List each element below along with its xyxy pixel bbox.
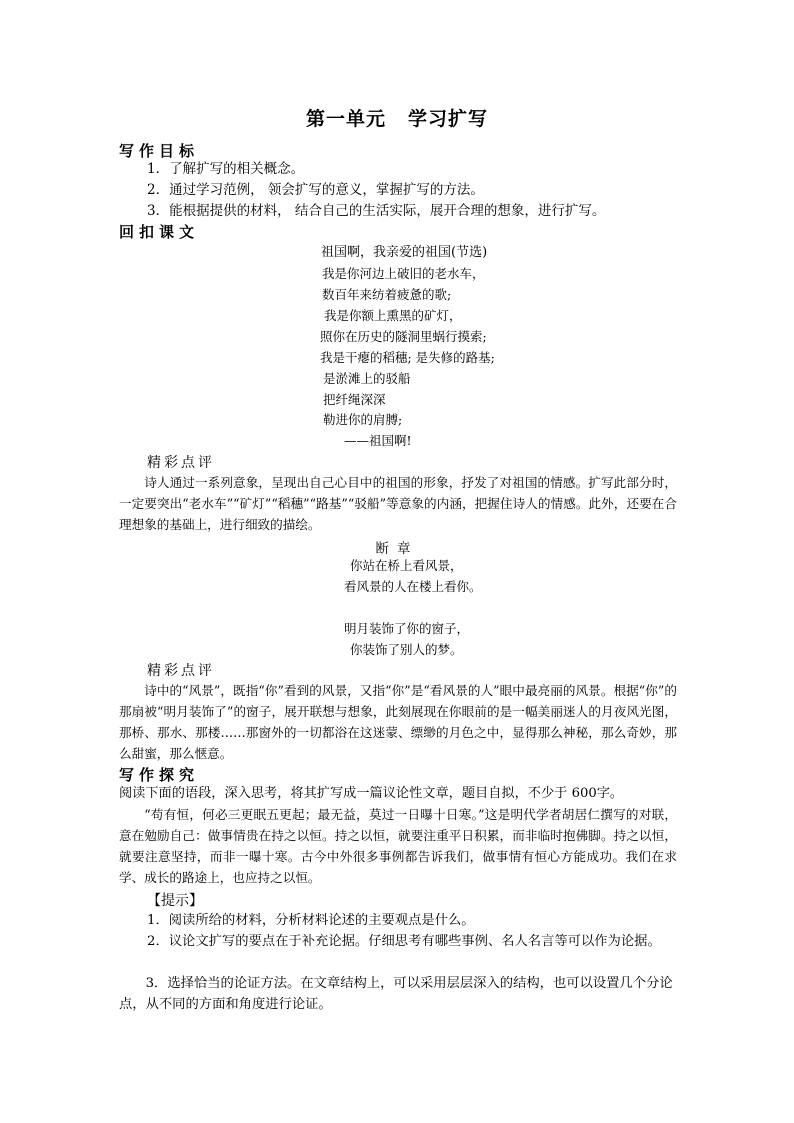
- section-heading-review: 回扣课文: [119, 223, 200, 241]
- poem-title: 断章: [375, 541, 419, 557]
- poem-line: 看风景的人在楼上看你。: [344, 579, 482, 594]
- goal-item: 1．了解扩写的相关概念。: [147, 161, 305, 177]
- task-material: “苟有恒，何必三更眠五更起；最无益，莫过一日曝十日寒。”这是明代学者胡居仁撰写的对联，意在勉励自己：做事情贵在持之以恒。持之以恒，就要注重平日积累，而非临时抱佛脚。持之以恒，就要注意坚持，而非一曝十寒。古今中外很多事例都告诉我们，做事情有恒心方能成功。我们在求学、成长的路途上，也应持之以恒。: [119, 807, 677, 885]
- comment-heading: 精彩点评: [147, 663, 215, 679]
- hint-item: 1．阅读所给的材料，分析材料论述的主要观点是什么。: [147, 913, 475, 928]
- poem-line: 我是你额上熏黑的矿灯，: [324, 308, 462, 323]
- comment-text: 诗人通过一系列意象，呈现出自己心目中的祖国的形象，抒发了对祖国的情感。扩写此部分时，一定要突出“老水车”“矿灯”“稻穗”“路基”“驳船”等意象的内涵，把握住诗人的情感。此外，还要在合理想象的基础上，进行细致的描绘。: [119, 475, 677, 532]
- poem-line: 我是干瘪的稻穗; 是失修的路基;: [320, 350, 495, 365]
- hint-heading: 【提示】: [147, 893, 203, 909]
- poem-line: 把纤绳深深: [323, 392, 386, 407]
- poem-line: 我是你河边上破旧的老水车，: [322, 266, 485, 281]
- poem-line: ——祖国啊!: [344, 433, 412, 448]
- poem-title: 祖国啊，我亲爱的祖国(节选): [321, 245, 488, 260]
- comment-heading: 精彩点评: [147, 455, 215, 471]
- poem-line: 明月装饰了你的窗子，: [344, 621, 470, 636]
- page-title: [0, 104, 794, 131]
- poem-line: 你装饰了别人的梦。: [350, 642, 463, 657]
- section-heading-goals: 写作目标: [119, 142, 200, 160]
- comment-text: 诗中的“风景”，既指“你”看到的风景，又指“你”是“看风景的人”眼中最亮丽的风景。根据“你”的那扇被“明月装饰了”的窗子，展开联想与想象，此刻展现在你眼前的是一幅美丽迷人的月夜风光图，那桥、那水、那楼……那窗外的一切都浴在这迷蒙、缥缈的月色之中，显得那么神秘，那么奇妙，那么甜蜜，那么惬意。: [119, 683, 677, 761]
- poem-line: 勒进你的肩膊;: [323, 412, 403, 427]
- poem-line: 你站在桥上看风景，: [350, 558, 463, 573]
- hint-item: 2．议论文扩写的要点在于补充论据。仔细思考有哪些事例、名人名言等可以作为论据。: [147, 934, 661, 949]
- poem-line: 数百年来纺着疲惫的歌;: [322, 287, 452, 302]
- goal-item: 3．能根据提供的材料， 结合自己的生活实际，展开合理的想象，进行扩写。: [147, 203, 606, 219]
- poem-line: 是淤滩上的驳船: [323, 371, 411, 386]
- title-unit: 第一单元: [305, 108, 386, 130]
- section-heading-explore: 写作探究: [119, 766, 200, 784]
- task-instruction: 阅读下面的语段，深入思考，将其扩写成一篇议论性文章，题目自拟，不少于 600字。: [119, 786, 624, 801]
- title-topic: 学习扩写: [408, 108, 489, 130]
- goal-item: 2．通过学习范例， 领会扩写的意义，掌握扩写的方法。: [147, 182, 484, 198]
- hint-item: 3．选择恰当的论证方法。在文章结构上，可以采用层层深入的结构，也可以设置几个分论点，从不同的方面和角度进行论证。: [119, 976, 673, 1012]
- poem-line: 照你在历史的隧洞里蜗行摸索;: [320, 329, 487, 344]
